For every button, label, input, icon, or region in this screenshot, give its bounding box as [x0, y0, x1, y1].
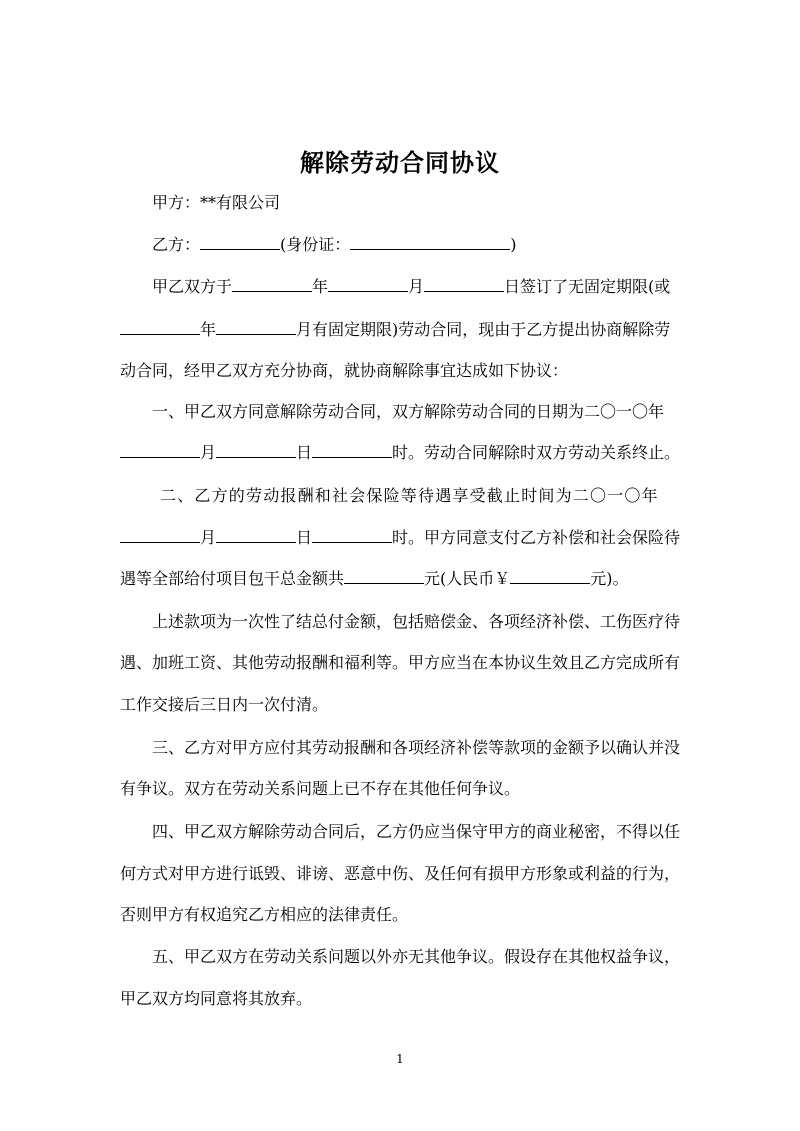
clause3-line-2: 有争议。双方在劳动关系问题上已不存在其他任何争议。 — [120, 779, 521, 798]
party-b-id-open: (身份证： — [280, 235, 351, 254]
intro-text: 日签订了无固定期限(或 — [504, 277, 671, 296]
party-b-id-blank — [350, 235, 510, 250]
clause2-line-1: 二、乙方的劳动报酬和社会保险等待遇享受截止时间为二〇一〇年 — [160, 486, 659, 505]
clause1-text: 日 — [296, 443, 313, 462]
document-title: 解除劳动合同协议 — [300, 148, 500, 177]
party-b-label: 乙方： — [152, 235, 201, 254]
end-month-blank — [120, 443, 200, 458]
payment-line-1: 上述款项为一次性了结总付金额，包括赔偿金、各项经济补偿、工伤医疗待 — [152, 612, 681, 631]
intro-text: 年 — [200, 320, 217, 339]
clause4-line-1: 四、甲乙双方解除劳动合同后，乙方仍应当保守甲方的商业秘密，不得以任 — [152, 822, 681, 841]
fixed-month-blank — [216, 320, 296, 335]
clause2-line-2 — [120, 528, 690, 548]
total-amount-rmb-blank — [510, 569, 590, 584]
sign-year-blank — [232, 277, 312, 292]
end-day-blank — [216, 443, 296, 458]
intro-line-3: 动合同，经甲乙双方充分协商，就协商解除事宜达成如下协议： — [120, 361, 569, 380]
clause2-text: 元)。 — [590, 569, 629, 588]
clause5-line-1: 五、甲乙双方在劳动关系问题以外亦无其他争议。假设存在其他权益争议， — [152, 947, 681, 966]
clause1-line-2 — [120, 443, 690, 463]
clause4-line-3: 否则甲方有权追究乙方相应的法律责任。 — [120, 905, 409, 924]
sign-day-blank — [424, 277, 504, 292]
clause2-line-3 — [120, 569, 690, 589]
clause2-text: 元(人民币￥ — [424, 569, 511, 588]
total-amount-blank — [344, 569, 424, 584]
intro-line-1 — [152, 277, 722, 297]
payment-line-2: 遇、加班工资、其他劳动报酬和福利等。甲方应当在本协议生效且乙方完成所有 — [120, 653, 681, 672]
party-b-line — [152, 235, 722, 255]
party-b-name-blank — [200, 235, 280, 250]
payment-line-3: 工作交接后三日内一次付清。 — [120, 695, 329, 714]
clause5-line-2: 甲乙双方均同意将其放弃。 — [120, 989, 313, 1008]
party-b-id-close: ) — [510, 235, 517, 254]
clause2-text: 日 — [296, 528, 313, 547]
intro-text: 月有固定期限)劳动合同，现由于乙方提出协商解除劳 — [296, 320, 671, 339]
clause2-text: 遇等全部给付项目包干总金额共 — [120, 569, 345, 588]
fixed-year-blank — [120, 320, 200, 335]
intro-text: 甲乙双方于 — [152, 277, 233, 296]
sign-month-blank — [328, 277, 408, 292]
benefit-month-blank — [120, 528, 200, 543]
intro-text: 月 — [408, 277, 425, 296]
benefit-hour-blank — [312, 528, 392, 543]
clause1-text: 时。劳动合同解除时双方劳动关系终止。 — [392, 443, 681, 462]
page-number: 1 — [396, 1052, 404, 1066]
party-a-line: 甲方：**有限公司 — [152, 193, 281, 212]
clause2-text: 月 — [200, 528, 217, 547]
clause1-text: 月 — [200, 443, 217, 462]
clause2-text: 时。甲方同意支付乙方补偿和社会保险待 — [392, 528, 681, 547]
end-hour-blank — [312, 443, 392, 458]
clause4-line-2: 何方式对甲方进行诋毁、诽谤、恶意中伤、及任何有损甲方形象或利益的行为， — [120, 864, 681, 883]
intro-text: 年 — [312, 277, 329, 296]
intro-line-2 — [120, 320, 690, 340]
clause1-line-1: 一、甲乙双方同意解除劳动合同，双方解除劳动合同的日期为二〇一〇年 — [152, 402, 665, 421]
benefit-day-blank — [216, 528, 296, 543]
clause3-line-1: 三、乙方对甲方应付其劳动报酬和各项经济补偿等款项的金额予以确认并没 — [152, 738, 681, 757]
